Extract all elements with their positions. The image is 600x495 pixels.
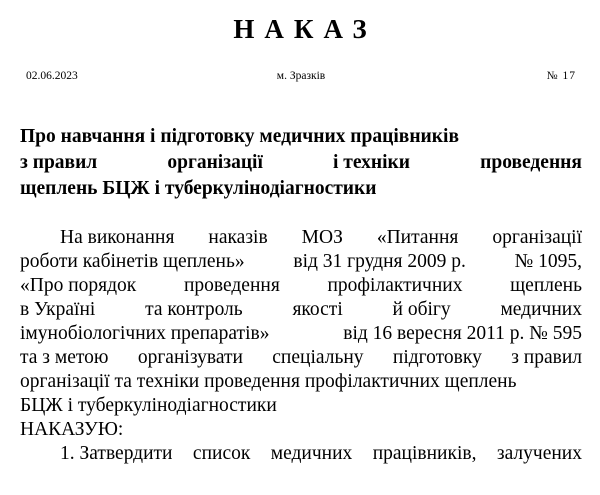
document-place: м. Зразків (276, 70, 326, 82)
body-line (20, 322, 582, 346)
body-text: «Про порядок (20, 275, 137, 296)
body-line (20, 298, 582, 322)
order-item-text: медичних (270, 443, 353, 464)
body-line (20, 346, 582, 370)
body-text: На виконання (60, 227, 175, 248)
subject-text: Про навчання і підготовку медичних працівників (20, 126, 459, 147)
body-text: підготовку (392, 347, 482, 368)
body-text: від 16 вересня 2011 р. № 595 (343, 323, 582, 344)
body-text: БЦЖ і туберкулінодіагностики (20, 395, 277, 416)
body-text: № 1095, (514, 251, 582, 272)
body-text: якості (292, 299, 343, 320)
document-number: № 17 (546, 70, 576, 82)
body-text: організації (492, 227, 582, 248)
body-text: наказів (208, 227, 268, 248)
body-text: роботи кабінетів щеплень» (20, 251, 245, 272)
body-text: в Україні (20, 299, 96, 320)
body-text: й обігу (392, 299, 451, 320)
subject-text: організації (167, 152, 263, 173)
body-text: спеціальну (272, 347, 364, 368)
document-title: НАКАЗ (233, 14, 377, 44)
body-text: від 31 грудня 2009 р. (293, 251, 466, 272)
body-text: та контроль (145, 299, 243, 320)
body-text: імунобіологічних препаратів» (20, 323, 270, 344)
order-item-text: залучених (496, 443, 582, 464)
body-text: медичних (500, 299, 582, 320)
subject-text: і техніки (333, 152, 411, 173)
body-text: профілактичних (327, 275, 463, 296)
body-line (20, 370, 582, 394)
body-line (20, 394, 582, 418)
body-text: «Питання (376, 227, 459, 248)
body-text: щеплень (510, 275, 582, 296)
body-text: організації та техніки проведення профілактичних щеплень (20, 371, 517, 392)
subject-text: щеплень БЦЖ і туберкулінодіагностики (20, 178, 377, 199)
subject-line (20, 150, 582, 176)
document-date: 02.06.2023 (26, 70, 78, 82)
subject-line (20, 124, 582, 150)
order-item-text: працівників, (372, 443, 477, 464)
body-text: та з метою (20, 347, 109, 368)
order-heading: НАКАЗУЮ: (20, 419, 124, 440)
body-text: організувати (137, 347, 243, 368)
document-body (20, 226, 582, 418)
order-item-text: список (192, 443, 251, 464)
document-subject (20, 124, 582, 202)
subject-text: проведення (480, 152, 582, 173)
body-text: проведення (183, 275, 280, 296)
order-item-1 (60, 442, 582, 466)
order-item-text: 1. Затвердити (60, 443, 173, 464)
body-text: з правил (511, 347, 582, 368)
body-line (20, 226, 582, 250)
body-text: МОЗ (301, 227, 343, 248)
body-line (20, 250, 582, 274)
subject-text: з правил (20, 152, 98, 173)
body-line (20, 274, 582, 298)
subject-line (20, 176, 582, 202)
document-meta (26, 70, 576, 86)
